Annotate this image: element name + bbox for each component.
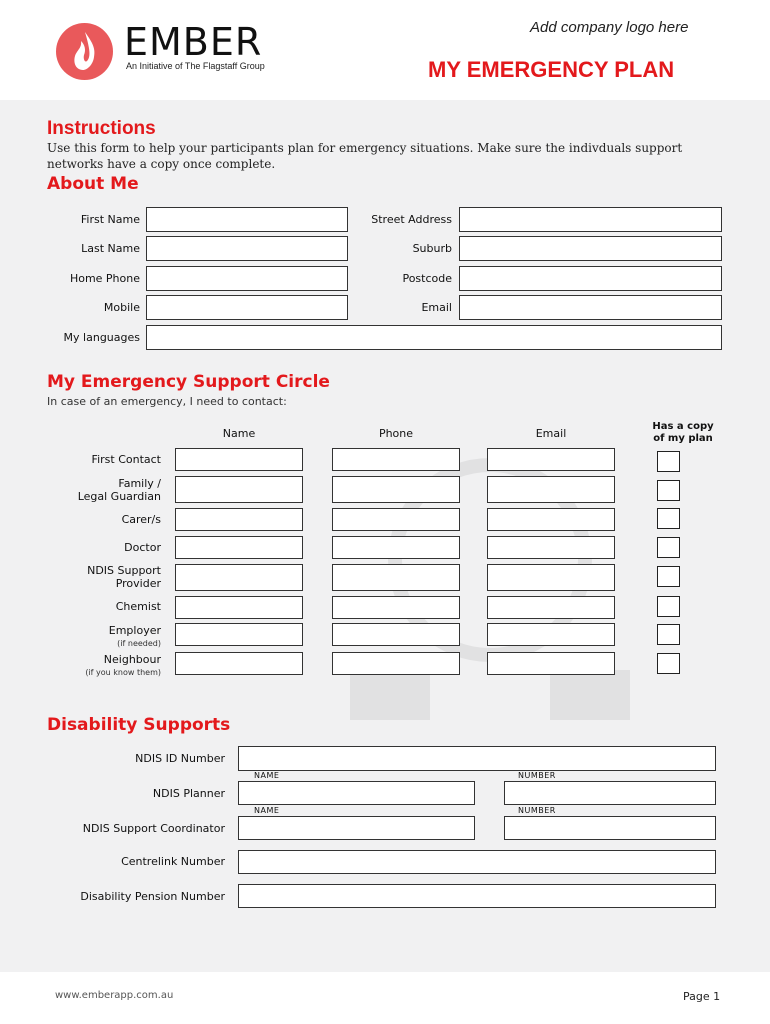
contact-copy-checkbox[interactable]	[657, 624, 680, 645]
pension-label: Disability Pension Number	[80, 890, 225, 903]
postcode-field[interactable]	[459, 266, 722, 291]
col-copy-header	[640, 421, 726, 445]
add-logo-placeholder: Add company logo here	[530, 19, 689, 36]
col-phone-header: Phone	[378, 427, 414, 440]
contact-label-line-1: Neighbour	[103, 653, 161, 666]
support-circle-heading: My Emergency Support Circle	[47, 372, 330, 392]
contact-copy-checkbox[interactable]	[657, 480, 680, 501]
col-copy-line-1: Has a copy	[652, 421, 714, 432]
contact-label-carer: Carer/s	[121, 513, 161, 526]
coordinator-name-subheading: NAME	[254, 806, 280, 815]
contact-phone-field[interactable]	[332, 564, 460, 591]
contact-label-line-2: Provider	[115, 577, 161, 590]
contact-phone-field[interactable]	[332, 448, 460, 471]
contact-phone-field[interactable]	[332, 476, 460, 503]
coordinator-name-field[interactable]	[238, 816, 475, 840]
support-circle-subtext: In case of an emergency, I need to contact:	[47, 395, 287, 408]
centrelink-label: Centrelink Number	[121, 855, 225, 868]
coordinator-number-field[interactable]	[504, 816, 716, 840]
home-phone-label: Home Phone	[69, 272, 140, 285]
planner-number-field[interactable]	[504, 781, 716, 805]
contact-name-field[interactable]	[175, 564, 303, 591]
brand-tagline: An Initiative of The Flagstaff Group	[126, 61, 265, 71]
contact-email-field[interactable]	[487, 448, 615, 471]
contact-name-field[interactable]	[175, 448, 303, 471]
contact-email-field[interactable]	[487, 536, 615, 559]
contact-label-line-2: Legal Guardian	[77, 490, 161, 503]
email-label: Email	[421, 301, 452, 314]
contact-label-employer	[40, 624, 161, 650]
centrelink-field[interactable]	[238, 850, 716, 874]
contact-label-first: First Contact	[91, 453, 161, 466]
contact-label-line-1: NDIS Support	[87, 564, 161, 577]
col-email-header: Email	[535, 427, 567, 440]
coordinator-label: NDIS Support Coordinator	[82, 822, 225, 835]
contact-label-chemist: Chemist	[115, 600, 161, 613]
contact-label-neighbour	[40, 653, 161, 679]
footer-url: www.emberapp.com.au	[55, 990, 174, 1001]
contact-email-field[interactable]	[487, 476, 615, 503]
brand-name: EMBER	[124, 20, 263, 64]
suburb-field[interactable]	[459, 236, 722, 261]
mobile-field[interactable]	[146, 295, 348, 320]
last-name-label: Last Name	[81, 242, 140, 255]
contact-label-family	[40, 477, 161, 503]
contact-label-line-1: Employer	[108, 624, 161, 637]
languages-field[interactable]	[146, 325, 722, 350]
planner-name-subheading: NAME	[254, 771, 280, 780]
first-name-label: First Name	[80, 213, 140, 226]
planner-label: NDIS Planner	[152, 787, 225, 800]
planner-number-subheading: NUMBER	[518, 771, 556, 780]
last-name-field[interactable]	[146, 236, 348, 261]
document-title: MY EMERGENCY PLAN	[428, 57, 675, 82]
contact-label-doctor: Doctor	[124, 541, 161, 554]
contact-label-ndis-provider	[40, 564, 161, 590]
ndis-id-field[interactable]	[238, 746, 716, 771]
contact-name-field[interactable]	[175, 536, 303, 559]
contact-phone-field[interactable]	[332, 536, 460, 559]
contact-phone-field[interactable]	[332, 623, 460, 646]
contact-name-field[interactable]	[175, 596, 303, 619]
contact-email-field[interactable]	[487, 623, 615, 646]
footer-page-number: Page 1	[683, 990, 721, 1003]
postcode-label: Postcode	[402, 272, 452, 285]
contact-name-field[interactable]	[175, 623, 303, 646]
pension-field[interactable]	[238, 884, 716, 908]
contact-copy-checkbox[interactable]	[657, 596, 680, 617]
ndis-id-label: NDIS ID Number	[135, 752, 225, 765]
disability-heading: Disability Supports	[47, 715, 231, 735]
coordinator-number-subheading: NUMBER	[518, 806, 556, 815]
instructions-text: Use this form to help your participants plan for emergency situations. Make sure the indivduals support networks have a copy once complete.	[47, 141, 683, 171]
contact-phone-field[interactable]	[332, 508, 460, 531]
languages-label: My languages	[63, 331, 140, 344]
col-name-header: Name	[222, 427, 256, 440]
contact-label-note: (if you know them)	[85, 668, 161, 677]
contact-label-line-1: Family /	[118, 477, 161, 490]
contact-name-field[interactable]	[175, 652, 303, 675]
col-copy-line-2: of my plan	[653, 433, 713, 444]
contact-email-field[interactable]	[487, 596, 615, 619]
instructions-heading: Instructions	[47, 118, 156, 139]
planner-name-field[interactable]	[238, 781, 475, 805]
contact-email-field[interactable]	[487, 564, 615, 591]
contact-copy-checkbox[interactable]	[657, 508, 680, 529]
contact-email-field[interactable]	[487, 508, 615, 531]
contact-name-field[interactable]	[175, 508, 303, 531]
contact-phone-field[interactable]	[332, 596, 460, 619]
contact-label-note: (if needed)	[117, 639, 161, 648]
mobile-label: Mobile	[103, 301, 140, 314]
first-name-field[interactable]	[146, 207, 348, 232]
about-me-heading: About Me	[47, 174, 139, 194]
contact-email-field[interactable]	[487, 652, 615, 675]
contact-name-field[interactable]	[175, 476, 303, 503]
contact-copy-checkbox[interactable]	[657, 566, 680, 587]
contact-phone-field[interactable]	[332, 652, 460, 675]
contact-copy-checkbox[interactable]	[657, 653, 680, 674]
home-phone-field[interactable]	[146, 266, 348, 291]
street-address-field[interactable]	[459, 207, 722, 232]
contact-copy-checkbox[interactable]	[657, 451, 680, 472]
email-field[interactable]	[459, 295, 722, 320]
suburb-label: Suburb	[412, 242, 452, 255]
contact-copy-checkbox[interactable]	[657, 537, 680, 558]
ember-logo-flame-icon	[56, 23, 113, 80]
street-address-label: Street Address	[371, 213, 452, 226]
